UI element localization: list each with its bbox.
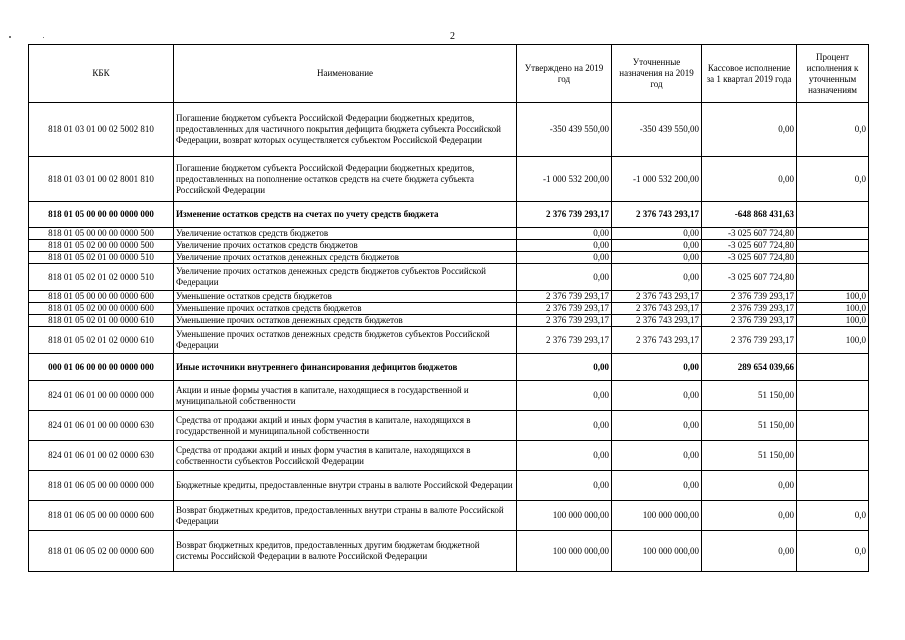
cell-cash: 51 150,00 [702,411,797,441]
cell-name: Уменьшение прочих остатков средств бюджетов [174,303,517,315]
cell-percent: 100,0 [797,315,869,327]
cell-kbk: 818 01 05 02 00 00 0000 600 [29,303,174,315]
cell-kbk: 818 01 06 05 00 00 0000 600 [29,501,174,531]
cell-approved: -350 439 550,00 [517,103,612,157]
table-row [29,381,869,411]
cell-cash: -3 025 607 724,80 [702,228,797,240]
table-row [29,303,869,315]
cell-percent [797,228,869,240]
cell-cash: 2 376 739 293,17 [702,291,797,303]
cell-name: Увеличение прочих остатков денежных средств бюджетов [174,252,517,264]
cell-approved: 0,00 [517,264,612,291]
cell-approved: 2 376 739 293,17 [517,303,612,315]
cell-cash: 2 376 739 293,17 [702,303,797,315]
cell-percent [797,240,869,252]
table-row [29,228,869,240]
cell-approved: 0,00 [517,411,612,441]
table-row [29,327,869,354]
cell-percent: 100,0 [797,291,869,303]
cell-refined: -1 000 532 200,00 [612,157,702,202]
cell-kbk: 818 01 05 00 00 00 0000 500 [29,228,174,240]
table-row [29,411,869,441]
table-header-row [29,45,869,103]
cell-kbk: 818 01 03 01 00 02 5002 810 [29,103,174,157]
cell-percent [797,264,869,291]
cell-refined: 0,00 [612,252,702,264]
table-row [29,252,869,264]
cell-cash: -3 025 607 724,80 [702,252,797,264]
header-percent: Процент исполнения к уточненным назначениям [797,45,869,103]
cell-percent: 0,0 [797,103,869,157]
cell-percent [797,441,869,471]
table-row [29,441,869,471]
cell-percent [797,381,869,411]
cell-name: Иные источники внутреннего финансирования дефицитов бюджетов [174,354,517,381]
cell-name: Средства от продажи акций и иных форм участия в капитале, находящихся в собственности субъектов Российской Федерации [174,441,517,471]
cell-kbk: 818 01 06 05 00 00 0000 000 [29,471,174,501]
cell-percent: 0,0 [797,157,869,202]
cell-name: Увеличение прочих остатков средств бюджетов [174,240,517,252]
header-approved: Утверждено на 2019 год [517,45,612,103]
cell-kbk: 818 01 03 01 00 02 8001 810 [29,157,174,202]
cell-kbk: 818 01 05 02 01 02 0000 610 [29,327,174,354]
cell-approved: 2 376 739 293,17 [517,202,612,228]
cell-refined: 100 000 000,00 [612,531,702,572]
header-refined: Уточненные назначения на 2019 год [612,45,702,103]
cell-cash: 2 376 739 293,17 [702,315,797,327]
cell-approved: 0,00 [517,441,612,471]
cell-cash: 2 376 739 293,17 [702,327,797,354]
cell-name: Уменьшение прочих остатков денежных средств бюджетов [174,315,517,327]
table-row [29,471,869,501]
page-number: 2 [450,31,455,42]
cell-name: Уменьшение прочих остатков денежных средств бюджетов субъектов Российской Федерации [174,327,517,354]
cell-kbk: 000 01 06 00 00 00 0000 000 [29,354,174,381]
cell-cash: -648 868 431,63 [702,202,797,228]
cell-kbk: 824 01 06 01 00 02 0000 630 [29,441,174,471]
cell-name: Изменение остатков средств на счетах по учету средств бюджета [174,202,517,228]
cell-name: Уменьшение остатков средств бюджетов [174,291,517,303]
cell-kbk: 818 01 05 02 01 00 0000 510 [29,252,174,264]
cell-kbk: 818 01 05 02 01 00 0000 610 [29,315,174,327]
cell-approved: 100 000 000,00 [517,501,612,531]
cell-refined: 100 000 000,00 [612,501,702,531]
cell-approved: -1 000 532 200,00 [517,157,612,202]
table-row [29,202,869,228]
cell-approved: 100 000 000,00 [517,531,612,572]
cell-cash: -3 025 607 724,80 [702,264,797,291]
cell-kbk: 824 01 06 01 00 00 0000 630 [29,411,174,441]
cell-refined: 2 376 743 293,17 [612,327,702,354]
cell-percent [797,354,869,381]
cell-cash: 0,00 [702,471,797,501]
cell-refined: 0,00 [612,240,702,252]
cell-percent: 0,0 [797,501,869,531]
cell-percent [797,252,869,264]
cell-percent: 100,0 [797,303,869,315]
cell-refined: 0,00 [612,441,702,471]
cell-kbk: 818 01 05 02 00 00 0000 500 [29,240,174,252]
cell-refined: -350 439 550,00 [612,103,702,157]
cell-cash: 0,00 [702,103,797,157]
cell-percent [797,471,869,501]
cell-approved: 0,00 [517,381,612,411]
header-cash: Кассовое исполнение за 1 квартал 2019 года [702,45,797,103]
table-row [29,240,869,252]
table-row [29,264,869,291]
cell-cash: 0,00 [702,531,797,572]
table-row [29,103,869,157]
cell-approved: 2 376 739 293,17 [517,327,612,354]
cell-refined: 0,00 [612,354,702,381]
cell-approved: 2 376 739 293,17 [517,315,612,327]
cell-name: Акции и иные формы участия в капитале, находящиеся в государственной и муниципальной собственности [174,381,517,411]
cell-approved: 0,00 [517,471,612,501]
cell-kbk: 818 01 06 05 02 00 0000 600 [29,531,174,572]
cell-refined: 0,00 [612,381,702,411]
cell-cash: 0,00 [702,501,797,531]
cell-approved: 0,00 [517,354,612,381]
cell-kbk: 824 01 06 01 00 00 0000 000 [29,381,174,411]
cell-refined: 0,00 [612,264,702,291]
cell-percent [797,411,869,441]
cell-approved: 0,00 [517,252,612,264]
cell-refined: 0,00 [612,471,702,501]
cell-percent: 0,0 [797,531,869,572]
cell-cash: 51 150,00 [702,441,797,471]
cell-name: Увеличение остатков средств бюджетов [174,228,517,240]
table-row [29,315,869,327]
cell-name: Средства от продажи акций и иных форм участия в капитале, находящихся в государственной и муниципальной собственности [174,411,517,441]
cell-cash: 289 654 039,66 [702,354,797,381]
cell-cash: 51 150,00 [702,381,797,411]
cell-kbk: 818 01 05 02 01 02 0000 510 [29,264,174,291]
cell-refined: 2 376 743 293,17 [612,291,702,303]
cell-approved: 2 376 739 293,17 [517,291,612,303]
cell-name: Возврат бюджетных кредитов, предоставленных другим бюджетам бюджетной системы Российской Федерации в валюте Российской Федерации [174,531,517,572]
header-kbk: КБК [29,45,174,103]
cell-percent: 100,0 [797,327,869,354]
cell-refined: 0,00 [612,411,702,441]
cell-kbk: 818 01 05 00 00 00 0000 600 [29,291,174,303]
table-row [29,354,869,381]
cell-percent [797,202,869,228]
cell-approved: 0,00 [517,228,612,240]
cell-name: Возврат бюджетных кредитов, предоставленных внутри страны в валюте Российской Федерации [174,501,517,531]
cell-kbk: 818 01 05 00 00 00 0000 000 [29,202,174,228]
cell-cash: 0,00 [702,157,797,202]
cell-refined: 2 376 743 293,17 [612,315,702,327]
cell-name: Погашение бюджетом субъекта Российской Федерации бюджетных кредитов, предоставленных на пополнение остатков средств на счете бюджета субъекта Российской Федерации [174,157,517,202]
cell-cash: -3 025 607 724,80 [702,240,797,252]
cell-name: Погашение бюджетом субъекта Российской Федерации бюджетных кредитов, предоставленных для частичного покрытия дефицита бюджета субъекта Российской Федерации, возврат которых осуществляется субъектом Российской Федерации [174,103,517,157]
cell-refined: 2 376 743 293,17 [612,303,702,315]
cell-name: Увеличение прочих остатков денежных средств бюджетов субъектов Российской Федерации [174,264,517,291]
cell-refined: 0,00 [612,228,702,240]
budget-sources-table [28,44,869,572]
table-row [29,531,869,572]
table-row [29,157,869,202]
cell-approved: 0,00 [517,240,612,252]
table-row [29,291,869,303]
cell-name: Бюджетные кредиты, предоставленные внутри страны в валюте Российской Федерации [174,471,517,501]
cell-refined: 2 376 743 293,17 [612,202,702,228]
header-name: Наименование [174,45,517,103]
table-row [29,501,869,531]
